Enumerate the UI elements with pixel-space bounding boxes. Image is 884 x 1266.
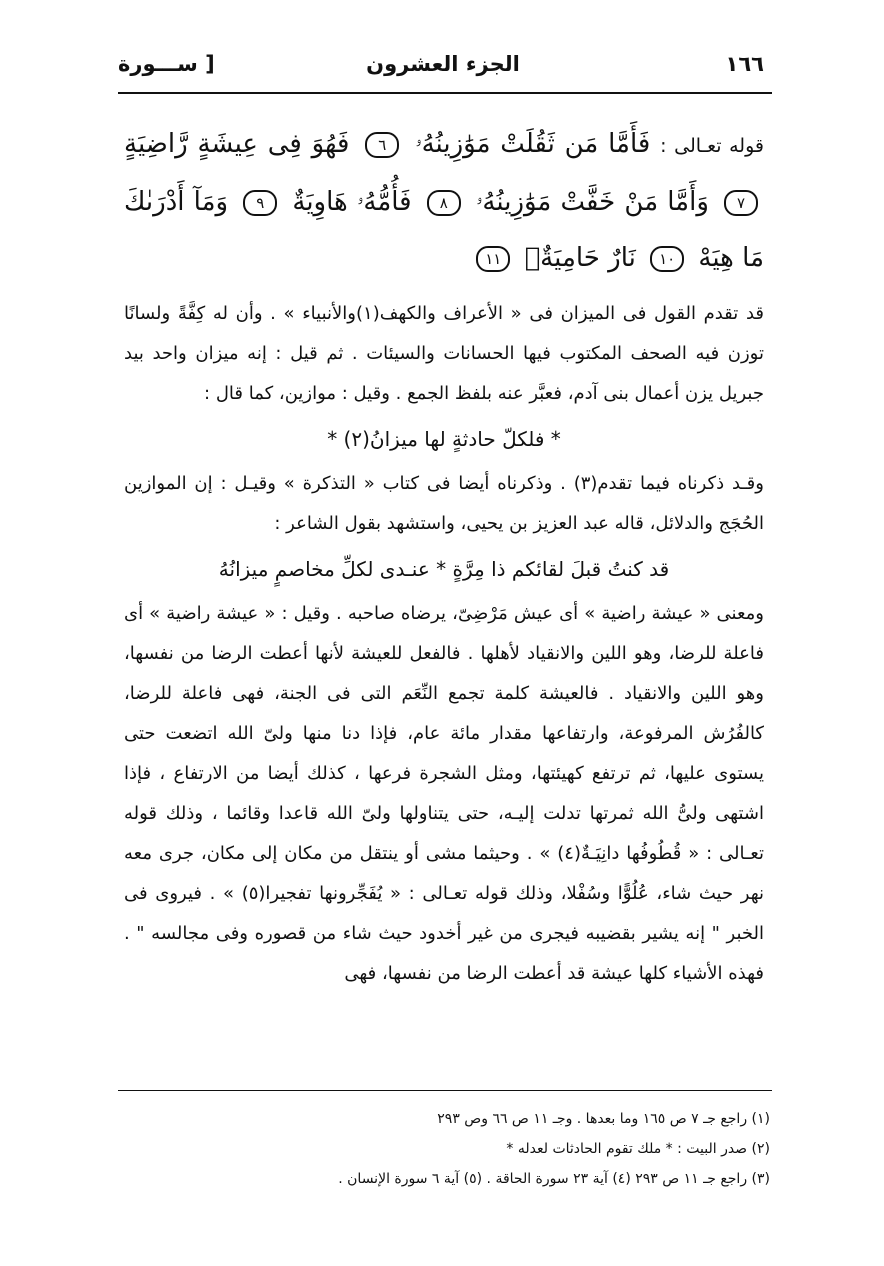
ayah-number: ١١ <box>476 246 510 272</box>
footnote: (٢) صدر البيت : * ملك تقوم الحادثات لعدله * <box>506 1141 770 1157</box>
quran-verses <box>124 116 764 286</box>
part-title: الجزء العشرون <box>366 52 520 76</box>
ayah-number: ٧ <box>724 190 758 216</box>
header-rule <box>118 92 772 94</box>
verse-text: فَأَمَّا مَن ثَقُلَتْ مَوَٰزِينُهُۥ <box>415 129 651 159</box>
verse-text: فَهُوَ فِى عِيشَةٍ رَّاضِيَةٍ <box>124 129 350 159</box>
ayah-number: ٨ <box>427 190 461 216</box>
verse-intro: قوله تعـالى : <box>660 135 764 157</box>
page-number: ١٦٦ <box>725 52 764 76</box>
verse-text: وَمَآ أَدْرَىٰكَ مَا هِيَهْ <box>124 187 764 273</box>
footnotes <box>124 1104 770 1194</box>
main-text <box>124 116 764 994</box>
verse-text: وَأَمَّا مَنْ خَفَّتْ مَوَٰزِينُهُۥ <box>475 187 709 217</box>
ayah-number: ١٠ <box>650 246 684 272</box>
poem-line: قد كنتُ قبلَ لقائكم ذا مِرَّةٍ * عنـدى لكلِّ مخاصمٍ ميزانُهُ <box>218 557 670 581</box>
poem-line: * فلكلّ حادثةٍ لها ميزانُ(٢) * <box>327 427 561 451</box>
verse-text: نَارٌ حَامِيَةٌۢ <box>524 243 636 273</box>
page-header <box>118 50 768 90</box>
footnote-rule <box>118 1090 772 1091</box>
verse-text: فَأُمُّهُۥ هَاوِيَةٌ <box>292 187 412 217</box>
paragraph: ومعنى « عيشة راضية » أى عيش مَرْضِىّ، يرضاه صاحبه . وقيل : « عيشة راضية » أى فاعلة للرضا، وهو اللين والانقياد لأهلها . فالفعل للعيشة لأنها أعطت الرضا من نفسها، وهو اللين والانقياد . فالعيشة كلمة تجمع النِّعَم التى فى الجنة، فهى فاعلة للرضا، كالفُرُش المرفوعة، وارتفاعها مقدار مائة عام، فإذا دنا منها ولىّ الله اتضعت حتى يستوى عليها، ثم ترتفع كهيئتها، ومثل الشجرة فرعها ، كذلك أيضا من الارتفاع ، فإذا اشتهى ولىُّ الله ثمرتها تدلت إليـه، حتى يتناولها ولىّ الله قاعدا وقائما ، وذلك قوله تعـالى : « قُطُوفُها دانِيَـةٌ(٤) » . وحيثما مشى أو ينتقل من مكان إلى مكان، جرى معه نهر حيث شاء، عُلُوًّا وسُفْلا، وذلك قوله تعـالى : « يُفَجِّرونها تفجيرا(٥) » . فيروى فى الخبر " إنه يشير بقضيبه فيجرى من غير أخدود حيث شاء من قصوره وفى مجالسه " . فهذه الأشياء كلها عيشة قد أعطت الرضا من نفسها، فهى <box>124 603 765 984</box>
paragraph: وقـد ذكرناه فيما تقدم(٣) . وذكرناه أيضا فى كتاب « التذكرة » وقيـل : إن الموازين الحُجَج والدلائل، قاله عبد العزيز بن يحيى، واستشهد بقول الشاعر : <box>124 473 764 534</box>
paragraph: قد تقدم القول فى الميزان فى « الأعراف والكهف(١)والأنبياء » . وأن له كِفَّةً ولسانًا توزن فيه الصحف المكتوب فيها الحسانات والسيئات . ثم قيل : إنه ميزان واحد بيد جبريل يزن أعمال بنى آدم، فعبَّر عنه بلفظ الجمع . وقيل : موازين، كما قال : <box>124 303 765 404</box>
ayah-number: ٦ <box>365 132 399 158</box>
surah-label: [ ســـورة <box>118 52 215 76</box>
footnote: (٣) راجع جـ ١١ ص ٢٩٣ (٤) آية ٢٣ سورة الحاقة . (٥) آية ٦ سورة الإنسان . <box>338 1171 770 1187</box>
ayah-number: ٩ <box>243 190 277 216</box>
footnote: (١) راجع جـ ٧ ص ١٦٥ وما بعدها . وجـ ١١ ص ٦٦ وص ٢٩٣ <box>437 1111 770 1127</box>
